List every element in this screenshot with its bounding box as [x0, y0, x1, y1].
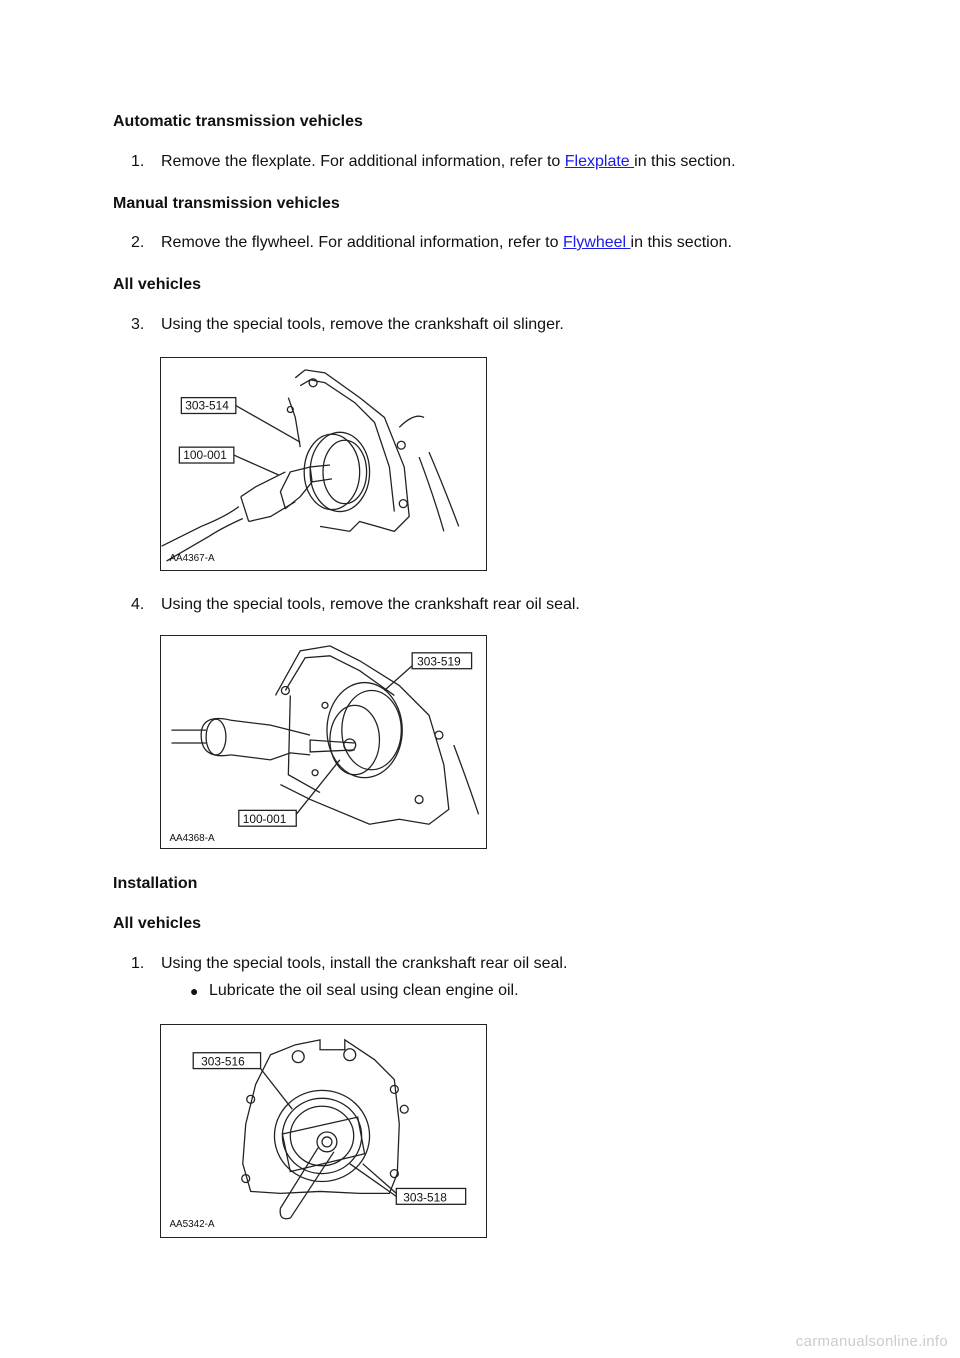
- callout-label: 303-514: [185, 398, 229, 413]
- heading-automatic: Automatic transmission vehicles: [113, 113, 363, 130]
- heading-manual: Manual transmission vehicles: [113, 195, 340, 212]
- step-text: [161, 234, 732, 252]
- step-text-pre: Remove the flexplate. For additional information, refer to: [161, 153, 565, 170]
- step-text-post: in this section.: [634, 153, 736, 170]
- step-text: Using the special tools, install the crankshaft rear oil seal.: [161, 955, 568, 972]
- heading-all-vehicles: All vehicles: [113, 915, 202, 932]
- figure-rear-oil-seal-removal: [160, 635, 487, 849]
- step-text: Using the special tools, remove the crankshaft rear oil seal.: [161, 596, 580, 613]
- step-number: 4.: [131, 596, 145, 613]
- callout-label: 100-001: [242, 812, 287, 827]
- step-text: Using the special tools, remove the crankshaft oil slinger.: [161, 316, 564, 333]
- step-text: [161, 153, 736, 171]
- callout-label: 100-001: [183, 448, 227, 463]
- step-number: 2.: [131, 234, 145, 251]
- heading-all-vehicles: All vehicles: [113, 276, 202, 293]
- heading-installation: Installation: [113, 875, 198, 892]
- figure-drawing: [161, 1025, 486, 1237]
- figure-id: AA5342-A: [169, 1219, 215, 1231]
- callout-label: 303-519: [417, 654, 461, 669]
- step-text-pre: Remove the flywheel. For additional information, refer to: [161, 234, 563, 251]
- flexplate-link[interactable]: Flexplate: [564, 153, 635, 170]
- figure-id: AA4367-A: [169, 553, 215, 565]
- bullet-icon: ●: [190, 983, 199, 999]
- step-text-post: in this section.: [630, 234, 732, 251]
- bullet-text: Lubricate the oil seal using clean engine oil.: [209, 982, 519, 999]
- step-number: 3.: [131, 316, 145, 333]
- figure-rear-oil-seal-installation: [160, 1024, 487, 1238]
- footer-watermark: carmanualsonline.info: [795, 1333, 948, 1350]
- figure-drawing: [161, 636, 486, 848]
- callout-label: 303-518: [403, 1190, 447, 1205]
- flywheel-link[interactable]: Flywheel: [562, 234, 631, 251]
- figure-id: AA4368-A: [169, 833, 215, 845]
- figure-oil-slinger-removal: [160, 357, 487, 571]
- callout-label: 303-516: [201, 1054, 245, 1069]
- step-number: 1.: [131, 153, 145, 170]
- figure-drawing: [161, 358, 486, 570]
- step-number: 1.: [131, 955, 145, 972]
